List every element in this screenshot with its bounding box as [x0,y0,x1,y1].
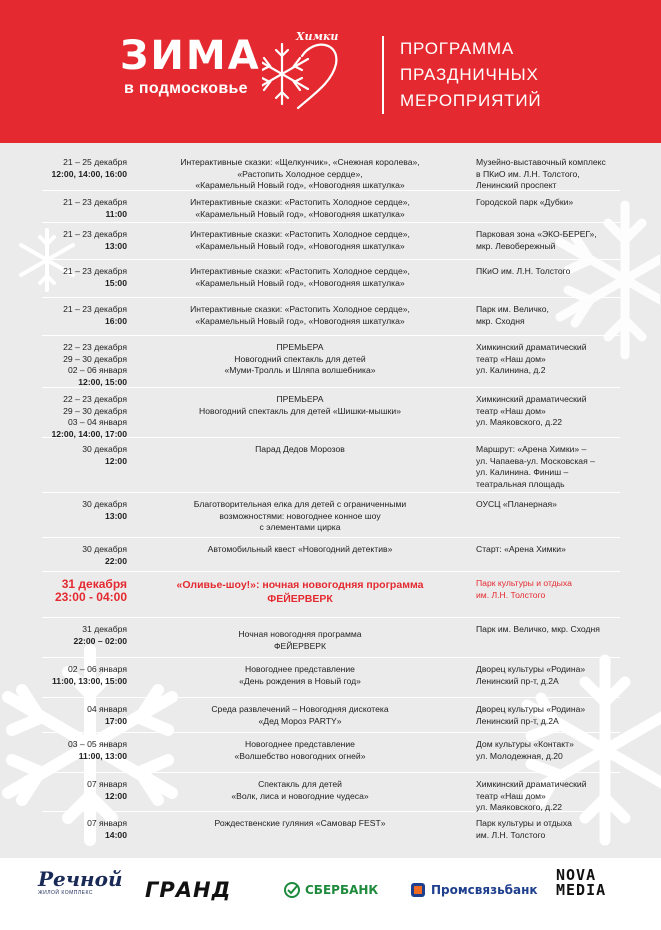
event-line: «Карамельный Новый год», «Новогодняя шкатулка» [195,240,405,251]
program-row [42,222,620,260]
row-place [476,229,626,252]
time-text: 17:00 [105,715,127,726]
row-place [476,818,626,841]
place-line: ул. Маяковского, д.22 [476,417,563,427]
row-place [476,444,626,490]
event-line: «Растопить Холодное сердце», [237,168,363,179]
time-text: 23:00 - 04:00 [54,590,127,604]
event-line: Интерактивные сказки: «Щелкунчик», «Снежная королева», [180,157,420,167]
place-line: театр «Наш дом» [476,405,546,416]
event-line: «Оливье-шоу!»: ночная новогодняя программа [176,579,424,591]
row-place [476,394,626,429]
place-line: Маршрут: «Арена Химки» – [476,444,587,454]
time-text: 14:00 [105,829,127,840]
psb-logo [410,868,538,912]
row-event [172,444,428,456]
time-text: 12:00, 14:00, 16:00 [51,168,127,179]
row-date [42,157,127,180]
row-date [42,818,127,841]
rechnoy-logo [38,868,123,912]
row-date [42,624,127,647]
date-text: 07 января [87,818,127,828]
event-line: «Волк, лиса и новогодние чудеса» [231,790,369,801]
time-text: 22:00 – 02:00 [73,635,127,646]
date-text: 22 – 23 декабря [63,394,127,404]
place-line: Городской парк «Дубки» [476,197,574,207]
row-place [476,342,626,377]
row-event [172,197,428,220]
row-date [42,578,127,604]
program-row [42,537,620,572]
row-date [42,779,127,802]
grand-logo [145,868,231,912]
program-row [42,492,620,538]
row-event [172,394,428,417]
event-line: с элементами цирка [259,522,341,532]
row-event [172,629,428,652]
event-line: ФЕЙЕРВЕРК [267,593,333,605]
event-line: «Муми-Тролль и Шляпа волшебника» [224,365,376,375]
logo-city: Химки [296,30,339,43]
row-place [476,624,626,636]
place-line: ПКиО им. Л.Н. Толстого [476,266,571,276]
row-date [42,739,127,762]
rechnoy-subtitle: ЖИЛОЙ КОМПЛЕКС [38,890,93,896]
date-text: 21 – 23 декабря [63,229,127,239]
event-line: Интерактивные сказки: «Растопить Холодное сердце», [190,229,410,239]
date-text: 07 января [87,779,127,789]
date-text: 21 – 23 декабря [63,197,127,207]
date-text: 02 – 06 января [67,664,127,674]
row-event [172,499,428,534]
sberbank-name: СБЕРБАНК [305,883,379,897]
row-date [42,342,127,388]
row-event [172,304,428,327]
place-line: им. Л.Н. Толстого [476,589,546,600]
row-event [172,779,428,802]
place-line: им. Л.Н. Толстого [476,829,546,840]
event-line: возможностями: новогоднее конное шоу [219,510,381,521]
sberbank-icon [284,882,300,898]
rechnoy-name: Речной [38,867,123,891]
event-line: ПРЕМЬЕРА [276,394,324,404]
date-text: 04 января [87,704,127,714]
date-text: 30 декабря [82,544,127,554]
time-text: 11:00, 13:00 [78,750,127,761]
place-line: мкр. Сходня [476,315,525,326]
logo-subtitle: в подмосковье [124,80,248,97]
row-event [172,818,428,830]
event-line: ПРЕМЬЕРА [276,342,324,352]
event-line: Рождественские гуляния «Самовар FEST» [214,818,386,828]
program-row [42,617,620,658]
row-event [172,157,428,192]
row-date [42,499,127,522]
event-line: Новогоднее представление [245,664,355,674]
title-line: ПРОГРАММА [400,39,515,58]
row-place [476,499,626,511]
place-line: Парковая зона «ЭКО-БЕРЕГ», [476,229,597,239]
event-line: Благотворительная елка для детей с ограниченными [193,499,407,509]
grand-name: ГРАНД [145,878,232,902]
event-line: «Карамельный Новый год», «Новогодняя шкатулка» [195,277,405,288]
title-line: ПРАЗДНИЧНЫХ [400,65,539,84]
row-date [42,266,127,289]
event-line: «Карамельный Новый год», «Новогодняя шкатулка» [195,208,405,219]
place-line: Дворец культуры «Родина» [476,704,586,714]
event-line: Новогоднее представление [245,739,355,749]
place-line: ул. Калинина, д.2 [476,365,546,375]
place-line: Старт: «Арена Химки» [476,544,566,554]
event-line: Интерактивные сказки: «Растопить Холодное сердце», [190,266,410,276]
program-row-highlight [42,571,620,618]
date-text: 30 декабря [82,444,127,454]
program-row [42,297,620,336]
row-place [476,197,626,209]
event-line: Интерактивные сказки: «Растопить Холодное сердце», [190,304,410,314]
place-line: Химкинский драматический [476,342,587,352]
header-divider [382,36,384,114]
time-text: 11:00, 13:00, 15:00 [51,675,127,686]
program-row [42,387,620,438]
time-text: 13:00 [105,510,127,521]
place-line: Парк культуры и отдыха [476,818,572,828]
place-line: Музейно-выставочный комплекс [476,157,606,167]
place-line: Ленинский пр-т, д.2А [476,715,559,726]
date-text: 03 – 05 января [67,739,127,749]
place-line: мкр. Левобережный [476,240,556,251]
row-date [42,304,127,327]
row-place [476,739,626,762]
media-word: MEDIA [556,881,607,899]
place-line: Парк им. Величко, [476,304,549,314]
program-row [42,437,620,493]
time-text: 22:00 [105,555,127,566]
program-row [42,657,620,698]
event-line: «День рождения в Новый год» [239,675,361,686]
row-place [476,304,626,327]
program-row [42,811,620,845]
time-text: 15:00 [105,277,127,288]
row-date [42,394,127,440]
time-text: 12:00 [105,455,127,466]
place-line: Дом культуры «Контакт» [476,739,574,749]
row-place [476,578,626,601]
winter-logo [120,30,350,115]
time-text: 12:00 [105,790,127,801]
place-line: ул. Маяковского, д.22 [476,802,563,812]
row-event [172,342,428,377]
sponsors-footer [0,858,661,930]
header-banner [0,0,661,143]
date-text: 29 – 30 декабря [63,353,127,364]
time-text: 12:00, 15:00 [78,376,127,387]
date-text: 02 – 06 января [67,365,127,375]
time-text: 16:00 [105,315,127,326]
event-line: «Волшебство новогодних огней» [234,750,366,761]
row-event [172,664,428,687]
event-line: ФЕЙЕРВЕРК [273,640,327,651]
date-text: 21 – 23 декабря [63,304,127,314]
place-line: театр «Наш дом» [476,790,546,801]
place-line: Ленинский проспект [476,180,557,190]
place-line: ОУСЦ «Планерная» [476,499,557,509]
program-row [42,150,620,191]
date-text: 31 декабря [82,624,127,634]
row-event [172,578,428,606]
logo-title: ЗИМА [120,33,261,79]
place-line: ул. Калинина. Финиш – [476,467,569,477]
place-line: ул. Чапаева-ул. Московская – [476,455,595,466]
program-row [42,697,620,733]
row-date [42,664,127,687]
place-line: ул. Молодежная, д.20 [476,750,563,761]
date-text: 31 декабря [61,577,127,591]
place-line: театр «Наш дом» [476,353,546,364]
place-line: Парк им. Величко, мкр. Сходня [476,624,600,634]
time-text: 13:00 [105,240,127,251]
row-event [172,739,428,762]
row-date [42,704,127,727]
program-row [42,259,620,298]
event-line: «Карамельный Новый год», «Новогодняя шкатулка» [195,315,405,326]
date-text: 21 – 25 декабря [63,157,127,167]
place-line: в ПКиО им. Л.Н. Толстого, [476,168,580,179]
date-text: 03 – 04 января [67,417,127,427]
place-line: Химкинский драматический [476,779,587,789]
event-line: «Карамельный Новый год», «Новогодняя шкатулка» [195,180,405,190]
row-date [42,229,127,252]
date-text: 29 – 30 декабря [63,405,127,416]
event-line: Ночная новогодняя программа [238,629,362,639]
program-row [42,732,620,773]
row-place [476,664,626,687]
psb-icon [410,882,426,898]
event-line: Спектакль для детей [258,779,342,789]
program-row [42,335,620,388]
row-place [476,779,626,814]
nova-word: NOVA [556,866,597,884]
snowflake-heart-icon [262,34,352,114]
row-event [172,704,428,727]
place-line: театральная площадь [476,478,565,489]
row-event [172,544,428,556]
event-line: Новогодний спектакль для детей «Шишки-мышки» [199,405,401,416]
row-place [476,704,626,727]
date-text: 22 – 23 декабря [63,342,127,352]
row-date [42,197,127,220]
title-line: МЕРОПРИЯТИЙ [400,91,542,110]
place-line: Ленинский пр-т, д.2А [476,675,559,686]
row-place [476,266,626,278]
program-title [400,36,541,114]
psb-name: Промсвязьбанк [431,883,538,897]
row-event [172,229,428,252]
event-line: «Дед Мороз PARTY» [258,715,342,726]
place-line: Парк культуры и отдыха [476,578,572,588]
nova-media-logo [556,868,606,912]
event-line: Среда развлечений – Новогодняя дискотека [211,704,389,714]
program-row [42,772,620,812]
sberbank-logo [284,868,378,912]
event-line: Автомобильный квест «Новогодний детектив» [207,544,393,554]
row-place [476,157,626,192]
date-text: 21 – 23 декабря [63,266,127,276]
date-text: 30 декабря [82,499,127,509]
event-line: Парад Дедов Морозов [255,444,345,454]
row-date [42,444,127,467]
time-text: 11:00 [105,208,127,219]
row-place [476,544,626,556]
place-line: Химкинский драматический [476,394,587,404]
row-date [42,544,127,567]
event-line: Новогодний спектакль для детей [234,353,366,364]
program-row [42,190,620,223]
event-line: Интерактивные сказки: «Растопить Холодное сердце», [190,197,410,207]
row-event [172,266,428,289]
time-text: 12:00, 14:00, 17:00 [51,428,127,439]
place-line: Дворец культуры «Родина» [476,664,586,674]
